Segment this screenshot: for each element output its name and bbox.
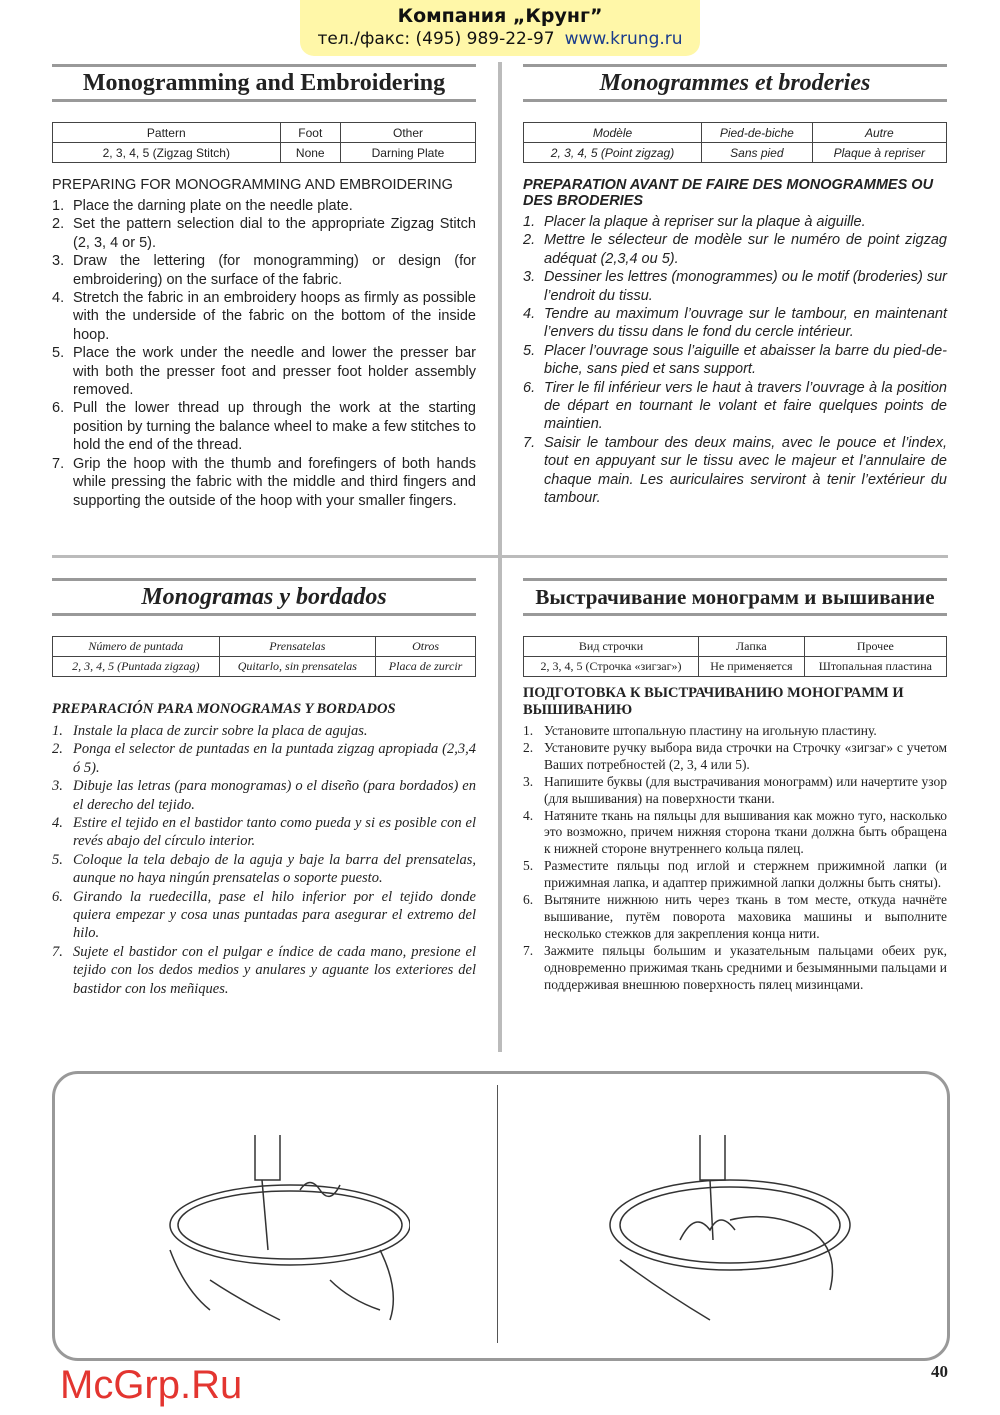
- step-number: 5.: [52, 851, 63, 868]
- step-item: [523, 943, 947, 994]
- step-item: [523, 379, 947, 434]
- step-number: 5.: [523, 858, 534, 874]
- table-header: Autre: [812, 123, 946, 143]
- step-text: Draw the lettering (for monogramming) or design (for embroidering) on the surface of the fabric.: [73, 253, 476, 288]
- step-text: Разместите пяльцы под иглой и стержнем прижимной лапки (и прижимная лапка, и адаптер прижимной лапки должны быть сняты).: [544, 858, 947, 891]
- website-link[interactable]: www.krung.ru: [564, 29, 683, 49]
- step-number: 6.: [52, 400, 65, 417]
- step-number: 2.: [52, 216, 65, 233]
- settings-table: [523, 636, 947, 677]
- watermark: McGrp.Ru: [60, 1363, 243, 1407]
- steps-list: [523, 723, 947, 994]
- step-item: [523, 774, 947, 808]
- step-item: [523, 740, 947, 774]
- hands-holding-hoop-illustration: [600, 1130, 860, 1330]
- table-header: Вид строчки: [524, 637, 699, 657]
- step-item: [52, 888, 476, 943]
- table-header: Pattern: [53, 123, 281, 143]
- step-number: 4.: [523, 306, 536, 323]
- heading: PREPARACIÓN PARA MONOGRAMAS Y BORDADOS: [52, 701, 396, 717]
- step-text: Напишите буквы (для выстрачивания монограмм) или начертите узор (для вышивания) на поверхности ткани.: [544, 773, 947, 806]
- step-number: 4.: [523, 807, 534, 823]
- company-banner: [300, 0, 700, 56]
- settings-table: [52, 122, 476, 163]
- step-number: 4.: [52, 290, 65, 307]
- step-item: [52, 722, 476, 740]
- step-text: Coloque la tela debajo de la aguja y baje la barra del prensatelas, aunque no haya ningún prensatelas o soporte puesto.: [73, 851, 476, 887]
- steps-list: [52, 722, 476, 998]
- step-text: Вытяните нижнюю нить через ткань в том месте, откуда начнёте вышивание, путём поворота маховика машины и выполните несколько стежков для закрепления конца нити.: [544, 892, 947, 941]
- table-cell: Quitarlo, sin prensatelas: [219, 657, 376, 677]
- step-text: Stretch the fabric in an embroidery hoops as firmly as possible with the underside of the fabric on the bottom of the inside hoop.: [73, 290, 476, 343]
- step-item: [52, 289, 476, 344]
- table-header: Other: [340, 123, 475, 143]
- step-item: [523, 231, 947, 268]
- step-item: [523, 858, 947, 892]
- step-text: Girando la ruedecilla, pase el hilo inferior por el tejido donde quiera empezar y cosa unas puntadas para asegurar el extremo del hilo.: [73, 888, 476, 942]
- table-cell: Placa de zurcir: [376, 657, 476, 677]
- table-cell: 2, 3, 4, 5 (Point zigzag): [524, 143, 702, 163]
- step-number: 3.: [52, 253, 65, 270]
- step-number: 6.: [523, 379, 536, 396]
- step-number: 2.: [52, 741, 63, 758]
- step-text: Dessiner les lettres (monogrammes) ou le motif (broderies) sur l’endroit du tissu.: [544, 269, 947, 304]
- step-number: 3.: [523, 773, 534, 789]
- step-item: [52, 197, 476, 215]
- table-cell: Darning Plate: [340, 143, 475, 163]
- step-item: [52, 215, 476, 252]
- hoop-under-needle-illustration: [150, 1130, 410, 1330]
- step-text: Установите ручку выбора вида строчки на Строчку «зигзаг» с учетом Ваших потребностей (2, 3, 4 или 5).: [544, 739, 947, 772]
- step-number: 3.: [523, 269, 536, 286]
- step-text: Placer la plaque à repriser sur la plaque à aiguille.: [544, 214, 866, 230]
- table-header: Лапка: [699, 637, 805, 657]
- table-cell: 2, 3, 4, 5 (Строчка «зигзаг»): [524, 657, 699, 677]
- step-text: Estire el tejido en el bastidor tanto como pueda y si es posible con el revés abajo del círculo interior.: [73, 815, 476, 850]
- step-item: [523, 342, 947, 379]
- illustration-divider: [497, 1085, 498, 1343]
- step-number: 1.: [523, 723, 534, 738]
- table-header: Otros: [376, 637, 476, 657]
- table-header: Pied-de-biche: [702, 123, 813, 143]
- page-number: 40: [931, 1362, 948, 1381]
- table-header: Modèle: [524, 123, 702, 143]
- step-number: 1.: [523, 214, 536, 230]
- section-english: [52, 64, 476, 510]
- heading: PREPARATION AVANT DE FAIRE DES MONOGRAMMES OU DES BRODERIES: [523, 177, 934, 209]
- step-text: Placer l’ouvrage sous l’aiguille et abaisser la barre du pied-de-biche, sans pied et sans support.: [544, 342, 947, 378]
- step-number: 2.: [523, 739, 534, 755]
- steps-list: [52, 197, 476, 510]
- section-divider: [52, 555, 948, 558]
- table-cell: Sans pied: [702, 143, 813, 163]
- step-item: [523, 434, 947, 508]
- table-header: Foot: [280, 123, 340, 143]
- step-item: [523, 305, 947, 342]
- step-text: Set the pattern selection dial to the appropriate Zigzag Stitch (2, 3, 4 or 5).: [73, 216, 476, 251]
- step-number: 1.: [52, 723, 63, 739]
- table-cell: Plaque à repriser: [812, 143, 946, 163]
- step-text: Установите штопальную пластину на игольную пластину.: [544, 723, 877, 738]
- step-item: [52, 851, 476, 888]
- step-text: Place the darning plate on the needle plate.: [73, 198, 353, 214]
- step-text: Pull the lower thread up through the work at the starting position by turning the balance wheel to make a few stitches to hold the end of the thread.: [73, 400, 476, 454]
- step-item: [52, 344, 476, 399]
- table-cell: None: [280, 143, 340, 163]
- step-number: 6.: [523, 892, 534, 908]
- step-number: 1.: [52, 198, 65, 214]
- table-header: Número de puntada: [53, 637, 220, 657]
- section-title: Monogrammes et broderies: [523, 64, 947, 102]
- step-item: [52, 943, 476, 998]
- step-item: [52, 814, 476, 851]
- step-number: 7.: [523, 942, 534, 958]
- settings-table: [523, 122, 947, 163]
- step-number: 2.: [523, 232, 536, 249]
- step-text: Place the work under the needle and lower the presser bar with both the presser foot and presser foot holder assembly removed.: [73, 345, 476, 399]
- phone: тел./факс: (495) 989-22-97: [317, 29, 555, 49]
- step-item: [52, 252, 476, 289]
- step-number: 7.: [523, 434, 536, 451]
- step-item: [52, 740, 476, 777]
- step-text: Saisir le tambour des deux mains, avec le pouce et l’index, tout en appuyant sur le tissu avec le majeur et l’annulaire de chaque main. Les auriculaires serviront à tenir l’extérieur du tambour.: [544, 434, 947, 507]
- step-item: [523, 723, 947, 740]
- section-title: Monogramas y bordados: [52, 578, 476, 616]
- heading: PREPARING FOR MONOGRAMMING AND EMBROIDERING: [52, 177, 453, 193]
- step-text: Instale la placa de zurcir sobre la placa de agujas.: [73, 723, 368, 739]
- table-cell: Не применяется: [699, 657, 805, 677]
- table-cell: 2, 3, 4, 5 (Zigzag Stitch): [53, 143, 281, 163]
- step-item: [52, 399, 476, 454]
- step-item: [523, 268, 947, 305]
- step-item: [523, 213, 947, 231]
- step-number: 3.: [52, 778, 63, 795]
- table-cell: 2, 3, 4, 5 (Puntada zigzag): [53, 657, 220, 677]
- section-french: [523, 64, 947, 508]
- step-number: 6.: [52, 888, 63, 905]
- section-title: Выстрачивание монограмм и вышивание: [523, 578, 947, 616]
- section-spanish: [52, 578, 476, 998]
- step-item: [523, 892, 947, 943]
- section-title: Monogramming and Embroidering: [52, 64, 476, 102]
- company-name: Компания „Крунг”: [397, 5, 603, 27]
- step-item: [52, 455, 476, 510]
- step-text: Ponga el selector de puntadas en la puntada zigzag apropiada (2,3,4 ó 5).: [73, 741, 476, 776]
- step-text: Dibuje las letras (para monogramas) o el diseño (para bordados) en el derecho del tejido.: [73, 778, 476, 813]
- step-text: Tirer le fil inférieur vers le haut à travers l’ouvrage à la position de départ en tournant le volant et faire quelques points de maintien.: [544, 379, 947, 433]
- step-text: Grip the hoop with the thumb and forefingers of both hands while pressing the fabric with the middle and third fingers and supporting the outside of the hoop with your smaller fingers.: [73, 455, 476, 509]
- step-number: 7.: [52, 455, 65, 472]
- step-text: Зажмите пяльцы большим и указательным пальцами обеих рук, одновременно прижимая ткань средними и безымянными пальцами и поддерживая внешнюю поверхность пялец мизинцами.: [544, 942, 947, 992]
- section-russian: [523, 578, 947, 994]
- step-item: [52, 777, 476, 814]
- step-text: Натяните ткань на пяльцы для вышивания как можно туго, насколько это возможно, причем нижняя сторона ткани должна быть обращена к нижней стороне внутреннего кольца пялец.: [544, 807, 947, 857]
- table-cell: Штопальная пластина: [804, 657, 946, 677]
- settings-table: [52, 636, 476, 677]
- step-number: 7.: [52, 943, 63, 960]
- step-item: [523, 808, 947, 859]
- table-header: Прочее: [804, 637, 946, 657]
- table-header: Prensatelas: [219, 637, 376, 657]
- heading: ПОДГОТОВКА К ВЫСТРАЧИВАНИЮ МОНОГРАММ И ВЫШИВАНИЮ: [523, 685, 904, 718]
- step-number: 4.: [52, 815, 63, 832]
- step-text: Tendre au maximum l’ouvrage sur le tambour, en maintenant l’envers du tissu dans le fond du cercle intérieur.: [544, 306, 947, 341]
- step-number: 5.: [52, 345, 65, 362]
- steps-list: [523, 213, 947, 508]
- step-text: Mettre le sélecteur de modèle sur le numéro de point zigzag adéquat (2,3,4 ou 5).: [544, 232, 947, 267]
- step-number: 5.: [523, 342, 536, 359]
- step-text: Sujete el bastidor con el pulgar e índice de cada mano, presione el tejido con los dedos medios y anulares y aguante los exteriores del bastidor con los meñiques.: [73, 943, 476, 997]
